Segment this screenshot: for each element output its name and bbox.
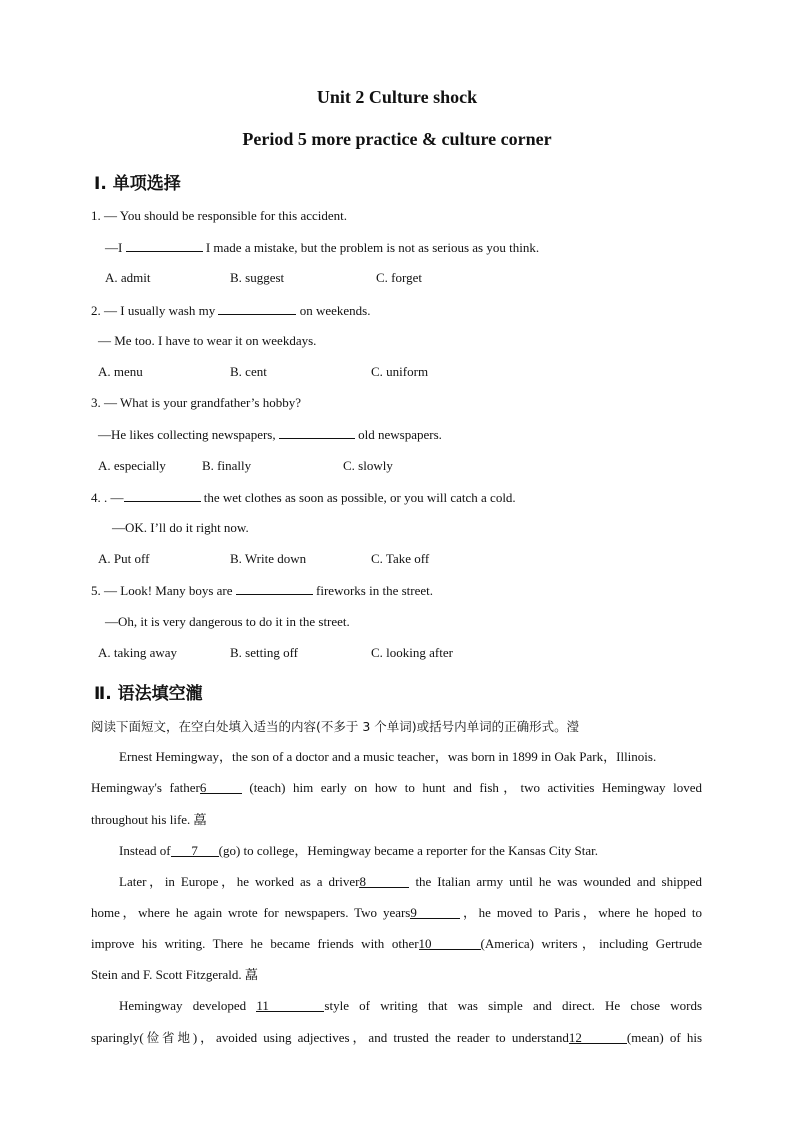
question-2 <box>91 301 370 320</box>
answer-1 <box>105 238 539 257</box>
page-subtitle: Period 5 more practice & culture corner <box>242 129 552 149</box>
blank-4[interactable] <box>124 488 201 502</box>
section-heading-grammar-fill <box>94 679 203 704</box>
p3-l3-text-a: improve his writing. There he became friends with other <box>91 936 419 951</box>
blank-11[interactable]: 11 <box>256 998 324 1012</box>
question-4 <box>91 488 516 507</box>
passage-p3-line1 <box>119 873 702 891</box>
blank-12[interactable]: 12 <box>569 1030 627 1044</box>
question-4-after: the wet clothes as soon as possible, or you will catch a cold. <box>200 490 516 505</box>
option-5c[interactable]: C. looking after <box>371 645 453 660</box>
page-title: Unit 2 Culture shock <box>316 87 478 107</box>
answer-4: —OK. I’ll do it right now. <box>112 520 249 535</box>
option-3c[interactable]: C. slowly <box>343 458 393 473</box>
question-3: 3. — What is your grandfather’s hobby? <box>91 395 301 410</box>
option-5a[interactable]: A. taking away <box>98 645 178 660</box>
passage-p1-line3: throughout his life. 藠 <box>91 812 207 827</box>
p4-l2-text-c: (mean) of his <box>626 1030 702 1045</box>
answer-2: — Me too. I have to wear it on weekdays. <box>98 333 317 348</box>
option-5b[interactable]: B. setting off <box>230 645 299 660</box>
passage-p4-line2 <box>91 1029 702 1047</box>
answer-3-after: old newspapers. <box>354 427 442 442</box>
passage-p1-line1: Ernest Hemingway，the son of a doctor and a music teacher，was born in 1899 in Oak Park，Illinois. <box>119 749 657 764</box>
p4-l2-cn: 俭省地 <box>143 1030 193 1045</box>
p2-text-a: Instead of <box>119 843 171 858</box>
blank-1[interactable] <box>126 238 203 252</box>
p3-l1-text-a: Later，in Europe，he worked as a driver <box>119 874 360 889</box>
answer-3-before: —He likes collecting newspapers, <box>98 427 279 442</box>
passage-p4-line1 <box>119 997 702 1015</box>
passage-p2 <box>119 842 598 860</box>
p4-l1-text-a: Hemingway developed <box>119 998 247 1013</box>
instruction-text: 阅读下面短文，在空白处填入适当的内容(不多于 3 个单词)或括号内单词的正确形式。 <box>91 719 567 734</box>
option-4c[interactable]: C. Take off <box>371 551 430 566</box>
option-1a[interactable]: A. admit <box>105 270 151 285</box>
blank-5[interactable] <box>236 581 313 595</box>
section-2-heading-text: Ⅱ. 语法填空 <box>94 684 186 704</box>
answer-1-after: I made a mistake, but the problem is not as serious as you think. <box>202 240 540 255</box>
p4-l2-text-b: )，avoided using adjectives，and trusted the reader to understand <box>192 1030 569 1045</box>
answer-3 <box>98 425 442 444</box>
option-2a[interactable]: A. menu <box>98 364 143 379</box>
p4-l1-text-b: style of writing that was simple and direct. He chose words <box>324 998 702 1013</box>
instruction <box>91 718 579 736</box>
blank-8[interactable]: 8 <box>359 874 409 888</box>
blank-3[interactable] <box>279 425 355 439</box>
p4-l2-text-a: sparingly( <box>91 1030 144 1045</box>
option-3a[interactable]: A. especially <box>98 458 166 473</box>
question-1: 1. — You should be responsible for this accident. <box>91 208 348 223</box>
answer-5: —Oh, it is very dangerous to do it in the street. <box>105 614 350 629</box>
blank-7[interactable]: 7 <box>171 843 219 857</box>
option-2c[interactable]: C. uniform <box>371 364 429 379</box>
passage-p3-line2 <box>91 904 702 922</box>
p1-text-b: (teach) him early on how to hunt and fish，two activities Hemingway loved <box>249 780 702 795</box>
option-4a[interactable]: A. Put off <box>98 551 150 566</box>
blank-6[interactable]: 6 <box>200 780 242 794</box>
question-2-before: 2. — I usually wash my <box>91 303 219 318</box>
passage-p3-line4: Stein and F. Scott Fitzgerald. 藠 <box>91 967 258 982</box>
option-4b[interactable]: B. Write down <box>230 551 307 566</box>
blank-10[interactable]: 10 <box>419 936 481 950</box>
question-2-after: on weekends. <box>296 303 371 318</box>
p3-l2-text-b: ，he moved to Paris，where he hoped to <box>460 905 702 920</box>
question-5-before: 5. — Look! Many boys are <box>91 583 236 598</box>
question-5 <box>91 581 433 600</box>
section-2-heading-tail: 瀧 <box>185 684 203 704</box>
option-1b[interactable]: B. suggest <box>230 270 285 285</box>
answer-1-before: —I <box>105 240 126 255</box>
question-4-before: 4. . — <box>91 490 124 505</box>
option-3b[interactable]: B. finally <box>202 458 252 473</box>
passage-p1-line2 <box>91 779 702 797</box>
p1-text-a: Hemingway's father <box>91 780 200 795</box>
blank-9[interactable]: 9 <box>410 905 460 919</box>
passage-p3-line3 <box>91 935 702 953</box>
section-heading-multiple-choice: Ⅰ. 单项选择 <box>94 174 181 194</box>
instruction-tail: 瀅 <box>566 719 580 734</box>
option-2b[interactable]: B. cent <box>230 364 267 379</box>
p3-l1-text-b: the Italian army until he was wounded and shipped <box>415 874 702 889</box>
blank-2[interactable] <box>218 301 296 315</box>
p3-l3-text-b: (America) writers，including Gertrude <box>480 936 702 951</box>
p3-l2-text-a: home，where he again wrote for newspapers. Two years <box>91 905 411 920</box>
p2-text-b: (go) to college，Hemingway became a reporter for the Kansas City Star. <box>218 843 599 858</box>
option-1c[interactable]: C. forget <box>376 270 422 285</box>
question-5-after: fireworks in the street. <box>312 583 433 598</box>
